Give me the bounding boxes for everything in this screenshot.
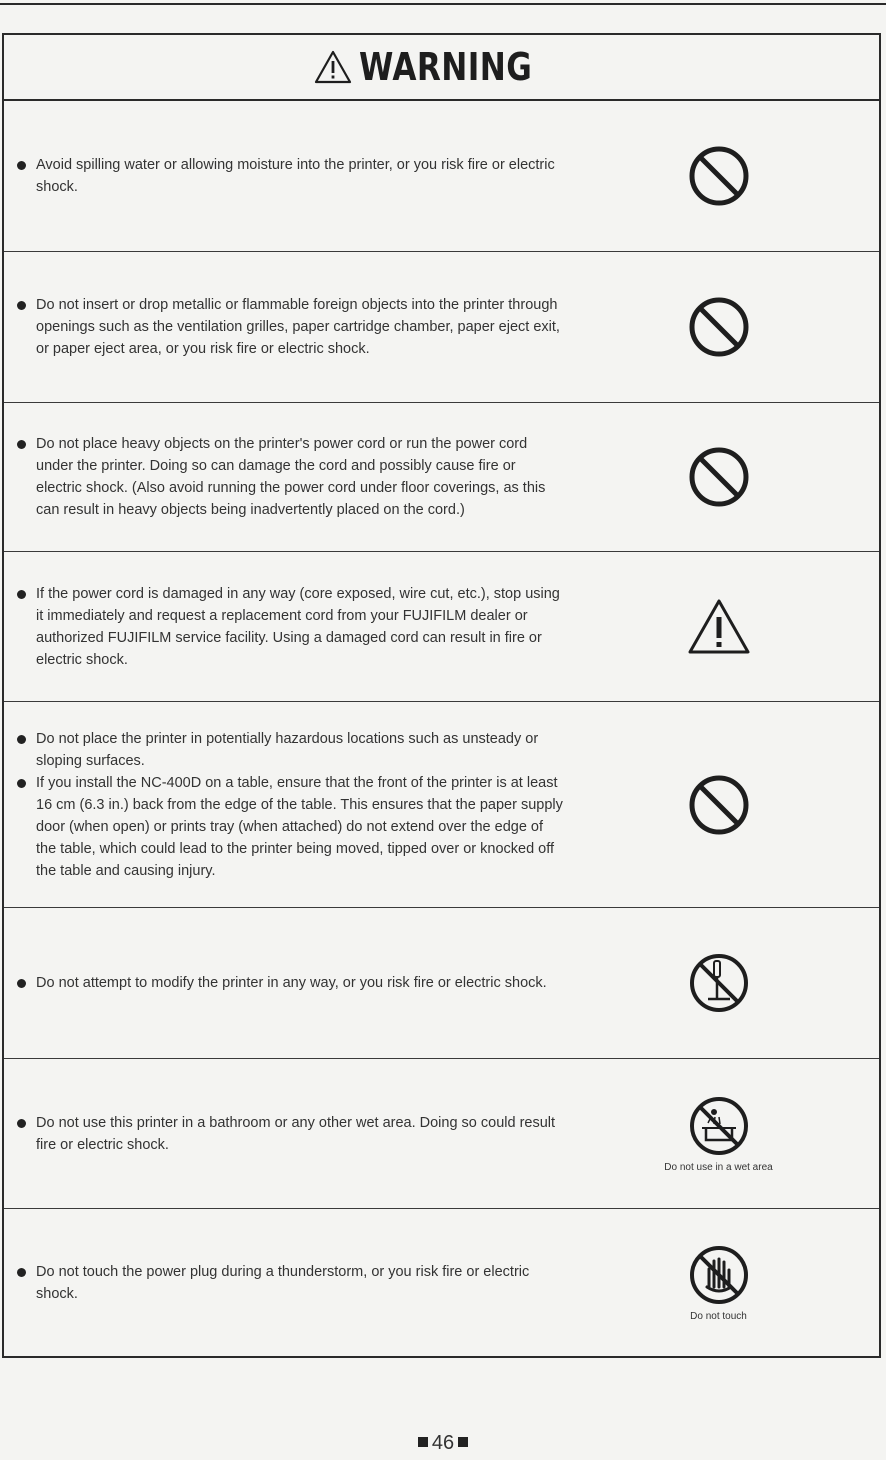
warning-item-symbol — [564, 1094, 879, 1173]
warning-item-text — [4, 728, 564, 882]
prohibited-icon — [687, 445, 751, 509]
square-bullet-icon — [458, 1437, 468, 1447]
warning-item — [4, 101, 879, 252]
warning-item-symbol — [564, 445, 879, 509]
warning-item-text — [4, 972, 564, 994]
warning-triangle-icon — [313, 49, 353, 85]
caution-triangle-icon — [686, 597, 752, 657]
prohibited-icon — [687, 295, 751, 359]
symbol-caption: Do not use in a wet area — [664, 1162, 773, 1173]
bullet-paragraph: Do not attempt to modify the printer in any way, or you risk fire or electric shock. — [14, 972, 564, 994]
bullet-paragraph: Do not place the printer in potentially hazardous locations such as unsteady or sloping surfaces. — [14, 728, 564, 772]
bullet-paragraph: Avoid spilling water or allowing moisture into the printer, or you risk fire or electric shock. — [14, 154, 564, 198]
warning-item-text — [4, 154, 564, 198]
warning-item-symbol — [564, 1243, 879, 1322]
warning-item-text — [4, 1261, 564, 1305]
warning-item — [4, 908, 879, 1059]
bullet-paragraph: Do not insert or drop metallic or flammable foreign objects into the printer through openings such as the ventilation grilles, paper cartridge chamber, paper eject exit, or paper eject area, or you risk fire or electric shock. — [14, 294, 564, 360]
page-number — [0, 1432, 886, 1455]
warning-title: WARNING — [358, 45, 533, 89]
warning-item-text — [4, 294, 564, 360]
warning-item — [4, 252, 879, 403]
warning-item — [4, 1209, 879, 1356]
warning-item — [4, 403, 879, 552]
bullet-paragraph: Do not touch the power plug during a thunderstorm, or you risk fire or electric shock. — [14, 1261, 564, 1305]
warning-item-symbol — [564, 597, 879, 657]
bullet-paragraph: If you install the NC-400D on a table, ensure that the front of the printer is at least 16 cm (6.3 in.) back from the edge of the table. This ensures that the paper supply door (when open) or prints tray (when attached) do not extend over the edge of the table, which could lead to the printer being moved, tipped over or knocked off the table and causing injury. — [14, 772, 564, 882]
no-wet-area-icon — [687, 1094, 751, 1158]
symbol-caption: Do not touch — [690, 1311, 747, 1322]
prohibited-icon — [687, 144, 751, 208]
warning-item-symbol — [564, 951, 879, 1015]
bullet-paragraph: Do not place heavy objects on the printer's power cord or run the power cord under the printer. Doing so can damage the cord and possibly cause fire or electric shock. (Also avoid running the power cord under floor coverings, as this can result in heavy objects being inadvertently placed on the cord.) — [14, 433, 564, 521]
warning-item-text — [4, 583, 564, 671]
no-disassembly-icon — [687, 951, 751, 1015]
prohibited-icon — [687, 773, 751, 837]
warning-item-symbol — [564, 773, 879, 837]
warning-item-symbol — [564, 295, 879, 359]
warning-header — [4, 35, 879, 101]
page-number-text: 46 — [431, 1432, 455, 1454]
square-bullet-icon — [418, 1437, 428, 1447]
bullet-paragraph: Do not use this printer in a bathroom or any other wet area. Doing so could result fire or electric shock. — [14, 1112, 564, 1156]
warning-item-symbol — [564, 144, 879, 208]
warning-item-text — [4, 433, 564, 521]
warning-panel — [2, 33, 881, 1358]
warning-item-text — [4, 1112, 564, 1156]
warning-item — [4, 552, 879, 702]
warning-item — [4, 702, 879, 908]
top-rule — [0, 3, 886, 5]
bullet-paragraph: If the power cord is damaged in any way (core exposed, wire cut, etc.), stop using it immediately and request a replacement cord from your FUJIFILM dealer or authorized FUJIFILM service facility. Using a damaged cord can result in fire or electric shock. — [14, 583, 564, 671]
warning-item — [4, 1059, 879, 1209]
no-touch-icon — [687, 1243, 751, 1307]
